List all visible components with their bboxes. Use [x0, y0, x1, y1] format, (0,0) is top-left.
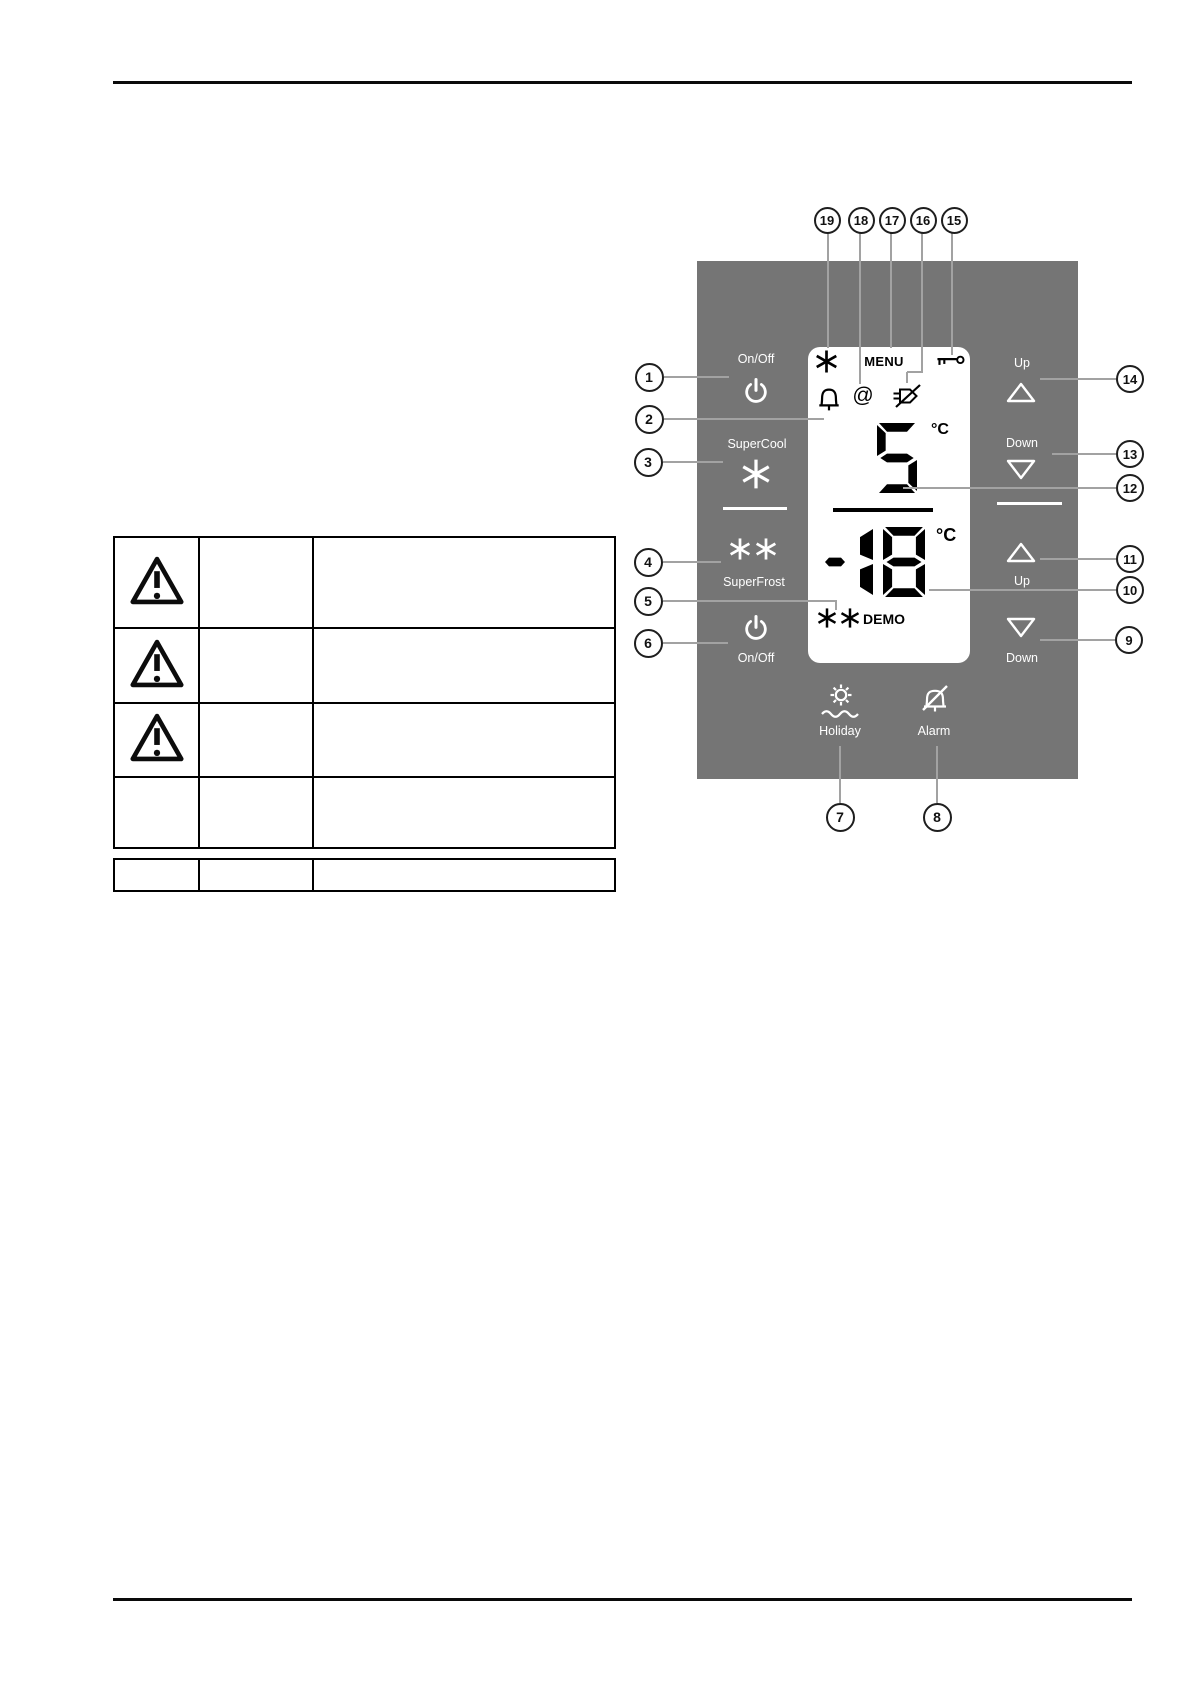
leader-line — [1040, 639, 1115, 641]
at-sign: @ — [852, 384, 874, 407]
superfrost-icon — [729, 538, 777, 560]
callout-15: 15 — [941, 207, 968, 234]
callout-8: 8 — [923, 803, 952, 832]
right-separator — [997, 502, 1062, 505]
signal-word-cell — [199, 537, 313, 628]
leader-line — [929, 589, 1116, 591]
leader-line — [663, 561, 721, 563]
fridge-power-icon — [742, 377, 770, 410]
leader-line — [1052, 453, 1116, 455]
signal-word-cell — [199, 777, 313, 848]
freezer-temp-unit: °C — [936, 525, 957, 545]
supercool-label: SuperCool — [727, 437, 787, 451]
callout-4: 4 — [634, 548, 663, 577]
leader-line — [903, 487, 1116, 489]
leader-line — [859, 233, 861, 384]
leader-line — [890, 233, 892, 348]
freezer-up-label: Up — [1014, 574, 1030, 588]
leader-line — [1040, 378, 1116, 380]
callout-14: 14 — [1116, 365, 1144, 393]
left-separator — [723, 507, 787, 510]
freezer-temp-value — [823, 527, 925, 597]
symbol-cell — [114, 628, 199, 703]
warning-triangle-icon — [130, 713, 184, 762]
snowflake-icon — [815, 350, 838, 378]
menu-label: MENU — [864, 354, 904, 369]
callout-7: 7 — [826, 803, 855, 832]
note-table — [113, 858, 616, 892]
leader-line — [663, 642, 728, 644]
leader-line — [906, 372, 908, 383]
freezer-up-icon — [1006, 542, 1036, 568]
text-cell — [313, 628, 615, 703]
callout-5: 5 — [634, 587, 663, 616]
callout-2: 2 — [635, 405, 664, 434]
leader-line — [664, 418, 824, 420]
fridge-down-icon — [1006, 459, 1036, 485]
symbol-cell — [114, 703, 199, 777]
callout-6: 6 — [634, 629, 663, 658]
display-divider — [833, 508, 933, 512]
leader-line — [664, 376, 729, 378]
signal-word-cell — [199, 859, 313, 891]
fridge-up-label: Up — [1014, 356, 1030, 370]
holiday-icon — [819, 682, 863, 725]
callout-9: 9 — [1115, 626, 1143, 654]
warning-triangle-icon — [130, 556, 184, 605]
leader-line — [951, 233, 953, 355]
note-row — [114, 859, 615, 891]
fridge-onoff-label: On/Off — [737, 352, 775, 366]
leader-line — [936, 746, 938, 803]
table-row — [114, 703, 615, 777]
text-cell — [313, 703, 615, 777]
leader-line — [663, 461, 723, 463]
warning-symbol-table — [113, 536, 616, 849]
fridge-temp-value — [877, 423, 917, 493]
freezer-down-icon — [1006, 617, 1036, 643]
demo-label: DEMO — [863, 611, 905, 627]
callout-19: 19 — [814, 207, 841, 234]
bell-icon — [817, 382, 841, 418]
superfrost-label: SuperFrost — [723, 575, 785, 589]
signal-word-cell — [199, 703, 313, 777]
callout-3: 3 — [634, 448, 663, 477]
table-row — [114, 628, 615, 703]
bottom-rule — [113, 1598, 1132, 1601]
callout-17: 17 — [879, 207, 906, 234]
supercool-snowflake-icon — [741, 459, 771, 494]
callout-10: 10 — [1116, 576, 1144, 604]
alarm-off-icon — [920, 683, 950, 720]
fridge-down-label: Down — [1006, 436, 1038, 450]
callout-12: 12 — [1116, 474, 1144, 502]
warning-triangle-icon — [130, 639, 184, 688]
holiday-label: Holiday — [819, 724, 861, 738]
freezer-down-label: Down — [1006, 651, 1038, 665]
signal-word-cell — [199, 628, 313, 703]
fridge-up-icon — [1006, 382, 1036, 408]
leader-line — [1040, 558, 1116, 560]
callout-18: 18 — [848, 207, 875, 234]
text-cell — [313, 537, 615, 628]
callout-13: 13 — [1116, 440, 1144, 468]
leader-line — [839, 746, 841, 803]
fridge-temp-unit: °C — [931, 421, 949, 438]
freezer-power-icon — [742, 614, 770, 647]
leader-line — [907, 371, 923, 373]
leader-line — [921, 233, 923, 372]
leader-line — [827, 233, 829, 348]
text-cell — [313, 777, 615, 848]
symbol-cell — [114, 537, 199, 628]
symbol-cell — [114, 859, 199, 891]
table-row — [114, 777, 615, 848]
alarm-label: Alarm — [917, 724, 951, 738]
text-cell — [313, 859, 615, 891]
defrost-icon — [893, 384, 921, 413]
key-icon — [936, 355, 965, 374]
leader-line — [835, 600, 837, 610]
superfrost-indicator-icon — [817, 608, 860, 628]
callout-1: 1 — [635, 363, 664, 392]
top-rule — [113, 81, 1132, 84]
freezer-onoff-label: On/Off — [737, 651, 775, 665]
table-row — [114, 537, 615, 628]
callout-16: 16 — [910, 207, 937, 234]
leader-line — [663, 600, 836, 602]
symbol-cell — [114, 777, 199, 848]
callout-11: 11 — [1116, 545, 1144, 573]
